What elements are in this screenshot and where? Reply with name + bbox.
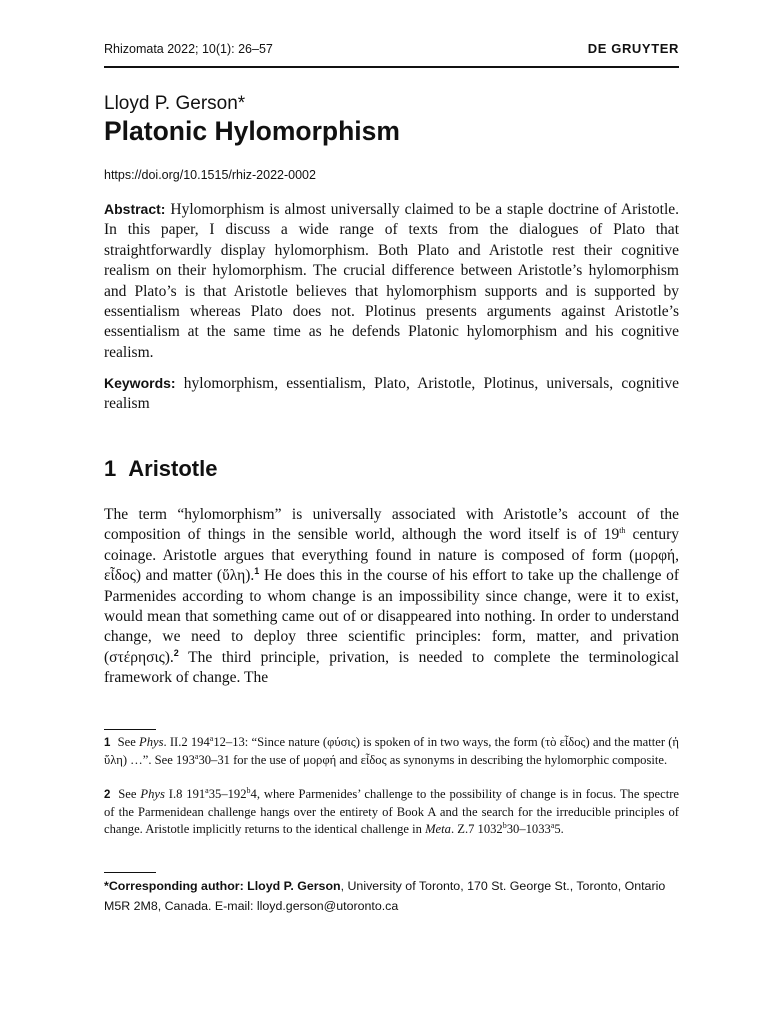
corresponding-details: , University of Toronto, 170 St. George St., Toronto, Ontario M5R 2M8, Canada. E-mail: lloyd.gerson@utoronto.ca [104,879,666,913]
corresponding-label: *Corresponding author: Lloyd P. Gerson [104,879,341,893]
footnote-number: 1 [104,737,111,749]
footnote-text: . Z.7 1032 [450,822,503,837]
footnote-ref-2[interactable]: 2 [173,647,179,658]
section-title: Aristotle [128,456,218,481]
footnote-text: See [118,787,141,801]
article-title: Platonic Hylomorphism [104,116,400,146]
body-paragraph [104,505,679,689]
author-name: Lloyd P. Gerson* [104,93,246,114]
abstract-label: Abstract: [104,201,166,217]
keywords [104,373,679,415]
footnote-rule [104,729,156,730]
keywords-label: Keywords: [104,375,176,391]
journal-citation: Rhizomata 2022; 10(1): 26–57 [104,42,273,56]
work-title: Phys [139,735,164,749]
abstract-text: Hylomorphism is almost universally claimed to be a staple doctrine of Aristotle. In this paper, I discuss a wide range of texts from the dialogues of Plato that straightforwardly display hylomorphism. Both Plato and Aristotle rest their cognitive realism on their hylomorphism. The crucial difference between Aristotle’s hylomorphism and Plato’s is that Aristotle believes that hylomorphism supports and is supported by essentialism whereas Plato does not. Plotinus presents arguments against Aristotle’s essentialism at the same time as he defends Platonic hylomorphism and his cognitive realism. [104,201,680,361]
footnote-ref-1[interactable]: 1 [254,566,260,577]
footnote-1 [104,734,679,769]
body-text-part: The term “hylomorphism” is universally associated with Aristotle’s account of the composition of things in the sensible world, although the word itself is of 19 [104,506,679,544]
footnote-text: 5. [554,822,564,837]
bekker-column: b [502,821,507,831]
corresponding-author [104,876,679,916]
section-heading [104,456,218,482]
footnote-text: See [117,735,139,749]
article-page [104,0,679,1024]
keywords-text: hylomorphism, essentialism, Plato, Aristotle, Plotinus, universals, cognitive realism [104,375,679,413]
footnote-text: I.8 191 [164,787,206,801]
running-header [104,40,679,62]
work-title: Meta [425,822,451,837]
doi-link[interactable]: https://doi.org/10.1515/rhiz-2022-0002 [104,168,316,182]
header-rule [104,66,679,68]
footnote-text: 4, where Parmenides’ challenge to the possibility of change is in focus. The spectre of the Parmenidean challenge hangs over the entirety of Book A and the search for the irreducible principles of change. Aristotle implicitly returns to the identical challenge in [104,787,679,837]
body-text-part: The third principle, privation, is needed to complete the terminological framework of change. The [104,648,679,687]
footnote-text: 30–1033 [506,822,551,837]
abstract [104,199,679,363]
footnote-text: 12–13: “Since nature (φύσις) is spoken of in two ways, the form (τὸ εἶδος) and the matter (ἡ ὕλη) …”. See 193 [104,735,680,768]
ordinal-suffix: th [619,526,626,536]
footnote-2 [104,786,679,839]
section-number: 1 [104,456,117,481]
bekker-column: a [209,733,214,743]
body-text-part: century coinage. Aristotle argues that everything found in nature is composed of form (μορφή, εἶδος) and matter (ὕλη). [104,526,679,585]
footnote-number: 2 [104,789,111,801]
bekker-column: b [246,785,251,795]
footnote-text: 35–192 [208,787,247,801]
footnote-text: 30–31 for the use of μορφή and εἶδος as synonyms in describing the hylomorphic composite. [198,753,668,768]
publisher-name: DE GRUYTER [587,41,679,56]
bekker-column: a [550,821,555,831]
bekker-column: a [205,785,209,795]
footnote-text: . II.2 194 [163,735,210,749]
bekker-column: a [194,752,199,762]
body-text-part: He does this in the course of his effort to take up the challenge of Parmenides according to whom change is an impossibility since change, were it to exist, would mean that something came out of or disappeared into nothing. In order to understand change, we need to deploy three scientific principles: form, matter, and privation (στέρησις). [104,567,680,666]
work-title: Phys [140,787,165,801]
corresponding-rule [104,872,156,873]
